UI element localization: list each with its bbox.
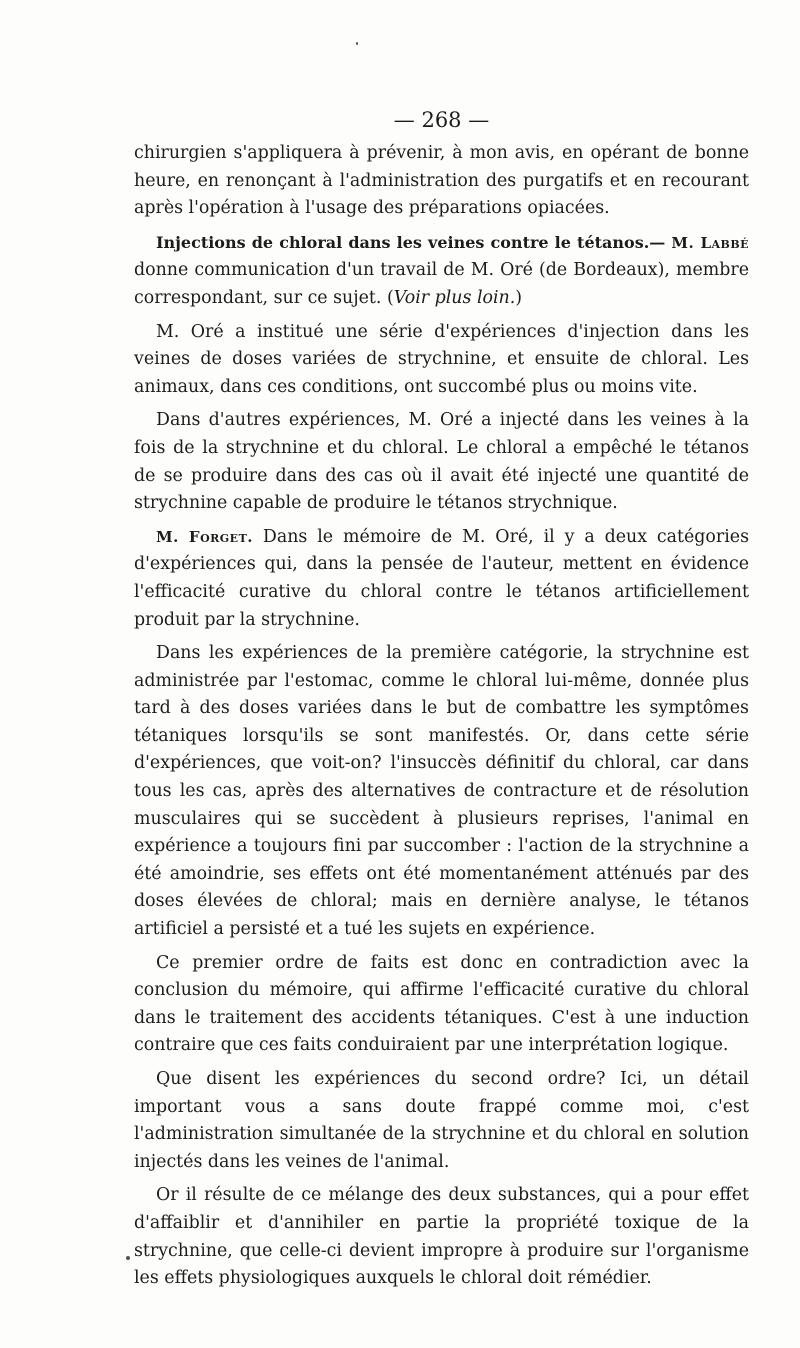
page-number: — 268 — bbox=[393, 108, 490, 132]
paragraph: Dans les expériences de la première catégorie, la strychnine est administrée par l'estomac, comme le chloral lui-même, donnée plus tard à des doses variées dans le but de combattre les symptômes tétaniques lorsqu'ils se sont manifestés. Or, dans cette série d'expériences, que voit-on? l'insuccès définitif du chloral, car dans tous les cas, après des alternatives de contracture et de résolution musculaires qui se succèdent à plusieurs reprises, l'animal en expérience a toujours fini par succomber : l'action de la strychnine a été amoindrie, ses effets ont été momentanément atténués par des doses élevées de chloral; mais en dernière analyse, le tétanos artificiel a persisté et a tué les sujets en expérience. bbox=[134, 643, 749, 940]
paragraph: Or il résulte de ce mélange des deux substances, qui a pour effet d'affaiblir et d'annihiler en partie la propriété toxique de la strychnine, que celle-ci devient impropre à produire sur l'organisme les effets physiologiques auxquels le chloral doit rémédier. bbox=[134, 1185, 749, 1289]
paragraph: Que disent les expériences du second ordre? Ici, un détail important vous a sans doute frappé comme moi, c'est l'administration simultanée de la strychnine et du chloral en solution injectés dans les veines de l'animal. bbox=[134, 1069, 749, 1172]
paragraph-text-end: ) bbox=[515, 287, 523, 308]
speaker-name: M. Forget. bbox=[156, 527, 253, 546]
speaker-name: M. Labbé bbox=[671, 233, 749, 252]
paragraph-section-heading bbox=[134, 229, 749, 313]
paper-speck bbox=[356, 42, 358, 45]
page-text bbox=[134, 100, 749, 1299]
paragraph-text: Dans le mémoire de M. Oré, il y a deux catégories d'expériences qui, dans la pensée de l'auteur, mettent en évidence l'efficacité curative du chloral contre le tétanos artificiellement produit par la strychnine. bbox=[134, 526, 749, 630]
italic-reference: Voir plus loin. bbox=[393, 287, 516, 308]
paper-speck bbox=[126, 1256, 130, 1260]
paragraph: Ce premier ordre de faits est donc en contradiction avec la conclusion du mémoire, qui affirme l'efficacité curative du chloral dans le traitement des accidents tétaniques. C'est à une induction contraire que ces faits conduiraient par une interprétation logique. bbox=[134, 952, 749, 1056]
section-heading: Injections de chloral dans les veines contre le tétanos.— bbox=[156, 232, 666, 252]
paragraph: Dans d'autres expériences, M. Oré a injecté dans les veines à la fois de la strychnine et du chloral. Le chloral a empêché le tétanos de se produire dans des cas où il avait été injecté une quantité de strychnine capable de produire le tétanos strychnique. bbox=[134, 410, 749, 514]
paragraph: M. Oré a institué une série d'expériences d'injection dans les veines de doses variées de strychnine, et ensuite de chloral. Les animaux, dans ces conditions, ont succombé plus ou moins vite. bbox=[134, 321, 749, 397]
paragraph-speaker bbox=[134, 524, 749, 634]
paragraph-text: donne communication d'un travail de M. Oré (de Bordeaux), membre correspondant, sur ce sujet. ( bbox=[134, 260, 749, 308]
paragraph-continuation: chirurgien s'appliquera à prévenir, à mon avis, en opérant de bonne heure, en renonçant à l'administration des purgatifs et en recourant après l'opération à l'usage des préparations opiacées. bbox=[134, 143, 749, 219]
